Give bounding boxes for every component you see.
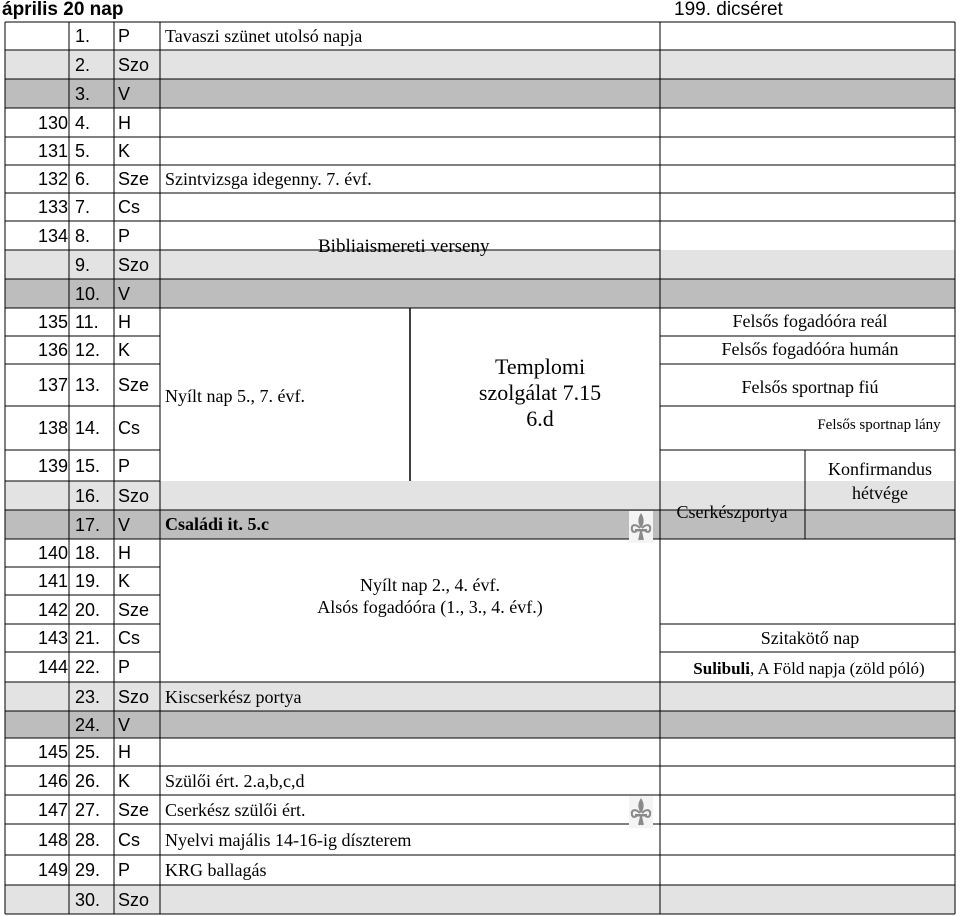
day-of-week: V: [118, 514, 131, 535]
day-of-week: K: [118, 340, 131, 360]
day-of-week: Szo: [118, 54, 150, 75]
confirmation-line-1: Konfirmandus: [828, 459, 932, 479]
day-of-week: P: [118, 225, 131, 246]
table-row: [0, 142, 960, 160]
family-service-label: Családi it. 5.c: [165, 514, 270, 534]
day-of-week: P: [118, 26, 131, 46]
day-of-week: Cs: [118, 197, 140, 217]
table-row: [0, 801, 960, 819]
day-of-month: 3.: [75, 83, 91, 104]
day-of-week: K: [118, 141, 131, 161]
day-of-week: Sze: [118, 599, 150, 620]
day-of-month: 10.: [75, 283, 101, 304]
day-of-month: 18.: [75, 543, 101, 563]
school-day-number: 148: [37, 829, 68, 850]
day-of-month: 1.: [75, 26, 91, 46]
upper-consult-hum-label: Felsős fogadóóra humán: [721, 339, 899, 359]
day-of-month: 27.: [75, 799, 101, 820]
page-title: április 20 nap: [2, 0, 124, 20]
day-of-month: 7.: [75, 197, 91, 217]
day-of-week: Szo: [118, 686, 150, 707]
table-row: [0, 85, 960, 103]
day-of-week: P: [118, 657, 131, 677]
open-day-upper-label: Nyílt nap 5., 7. évf.: [165, 386, 305, 406]
day-of-week: H: [118, 543, 131, 563]
hymn-number: 199. dicséret: [674, 0, 783, 20]
table-row: [0, 198, 960, 216]
table-row: [0, 688, 960, 706]
day-of-month: 24.: [75, 714, 101, 735]
day-of-week: Cs: [118, 628, 140, 648]
school-day-number: 146: [37, 770, 68, 791]
school-day-number: 140: [37, 543, 68, 563]
table-row: [0, 114, 960, 132]
day-of-month: 20.: [75, 599, 101, 620]
bible-contest-label: Bibliaismereti verseny: [318, 236, 490, 257]
school-day-number: 139: [37, 455, 68, 476]
sport-boys-label: Felsős sportnap fiú: [741, 377, 879, 397]
day-of-month: 16.: [75, 485, 101, 506]
event-text: Cserkész szülői ért.: [165, 799, 306, 820]
table-row: [0, 27, 960, 45]
table-row: [0, 516, 960, 534]
day-of-week: Sze: [118, 799, 150, 820]
scout-trip-label: Cserkészportya: [676, 502, 788, 522]
day-of-week: V: [118, 83, 131, 104]
day-of-month: 26.: [75, 770, 101, 791]
day-of-month: 11.: [75, 312, 99, 332]
church-service-label: [440, 354, 640, 432]
table-row: [0, 170, 960, 188]
day-of-week: H: [118, 742, 131, 762]
sulibuli-bold: Sulibuli: [693, 659, 750, 678]
table-row: [0, 891, 960, 909]
day-of-month: 17.: [75, 514, 101, 535]
sulibuli-rest: , A Föld napja (zöld póló): [750, 659, 925, 678]
table-row: [0, 716, 960, 734]
day-of-week: V: [118, 283, 131, 304]
day-of-week: V: [118, 714, 131, 735]
scout-fleur-de-lis-icon: [629, 511, 653, 543]
school-day-number: 143: [37, 628, 68, 648]
school-day-number: 137: [37, 375, 68, 395]
school-day-number: 132: [37, 169, 68, 189]
day-of-week: Sze: [118, 169, 150, 189]
table-row: [0, 831, 960, 849]
day-of-week: Cs: [118, 829, 140, 850]
day-of-month: 30.: [75, 889, 101, 910]
day-of-month: 15.: [75, 455, 101, 476]
table-row: [0, 544, 960, 562]
school-day-number: 138: [37, 418, 68, 438]
school-day-number: 142: [37, 599, 68, 620]
school-day-number: 135: [37, 312, 68, 332]
event-text: Tavaszi szünet utolsó napja: [165, 26, 363, 46]
day-of-month: 29.: [75, 860, 101, 880]
day-of-month: 8.: [75, 225, 91, 246]
lower-consult-label: Alsós fogadóóra (1., 3., 4. évf.): [317, 597, 543, 617]
lower-school-events: [200, 574, 660, 618]
school-day-number: 133: [37, 197, 68, 217]
school-day-number: 149: [37, 860, 68, 880]
school-day-number: 141: [37, 571, 68, 591]
day-of-month: 5.: [75, 141, 91, 161]
day-of-month: 25.: [75, 742, 101, 762]
day-of-month: 19.: [75, 571, 101, 591]
day-of-month: 12.: [75, 340, 101, 360]
open-day-lower-label: Nyílt nap 2., 4. évf.: [360, 575, 500, 595]
day-of-week: H: [118, 312, 131, 332]
school-day-number: 136: [37, 340, 68, 360]
day-of-week: Szo: [118, 485, 150, 506]
school-day-number: 147: [37, 799, 68, 820]
event-text: Szintvizsga idegenny. 7. évf.: [165, 169, 372, 189]
school-day-number: 145: [37, 742, 68, 762]
day-of-week: Szo: [118, 889, 150, 910]
day-of-week: H: [118, 112, 131, 133]
day-of-month: 9.: [75, 254, 91, 275]
day-of-week: Cs: [118, 418, 140, 438]
day-of-week: P: [118, 860, 131, 880]
table-row: [0, 743, 960, 761]
event-text: Nyelvi majális 14-16-ig díszterem: [165, 829, 412, 850]
table-row: [0, 285, 960, 303]
event-text: Szülői ért. 2.a,b,c,d: [165, 770, 305, 791]
school-day-number: 134: [37, 225, 68, 246]
day-of-month: 14.: [75, 418, 101, 438]
day-of-month: 21.: [75, 628, 101, 648]
day-of-month: 23.: [75, 686, 101, 707]
day-of-week: K: [118, 571, 131, 591]
day-of-month: 28.: [75, 829, 101, 850]
school-day-number: 130: [37, 112, 68, 133]
day-of-month: 13.: [75, 375, 101, 395]
event-text: Kiscserkész portya: [165, 686, 302, 707]
upper-consult-real-label: Felsős fogadóóra reál: [732, 311, 888, 331]
church-service-line-1: Templomi: [494, 354, 586, 379]
fishing-day-label: Szitakötő nap: [760, 628, 860, 648]
day-of-week: Szo: [118, 254, 150, 275]
day-of-week: Sze: [118, 375, 150, 395]
school-day-number: 144: [37, 657, 68, 677]
confirmation-label: [805, 457, 955, 505]
sport-girls-label: Felsős sportnap lány: [817, 417, 941, 433]
table-row: [0, 861, 960, 879]
day-of-month: 2.: [75, 54, 91, 75]
confirmation-line-2: hétvége: [852, 483, 908, 503]
event-text: KRG ballagás: [165, 860, 267, 880]
table-row: [0, 772, 960, 790]
church-service-line-3: 6.d: [526, 406, 554, 431]
school-day-number: 131: [37, 141, 68, 161]
scout-fleur-de-lis-icon: [629, 796, 653, 828]
day-of-month: 6.: [75, 169, 91, 189]
day-of-month: 4.: [75, 112, 91, 133]
sulibuli-label: [660, 659, 958, 679]
day-of-month: 22.: [75, 657, 101, 677]
day-of-week: P: [118, 455, 131, 476]
table-row: [0, 56, 960, 74]
church-service-line-2: szolgálat 7.15: [478, 380, 602, 405]
day-of-week: K: [118, 770, 131, 791]
